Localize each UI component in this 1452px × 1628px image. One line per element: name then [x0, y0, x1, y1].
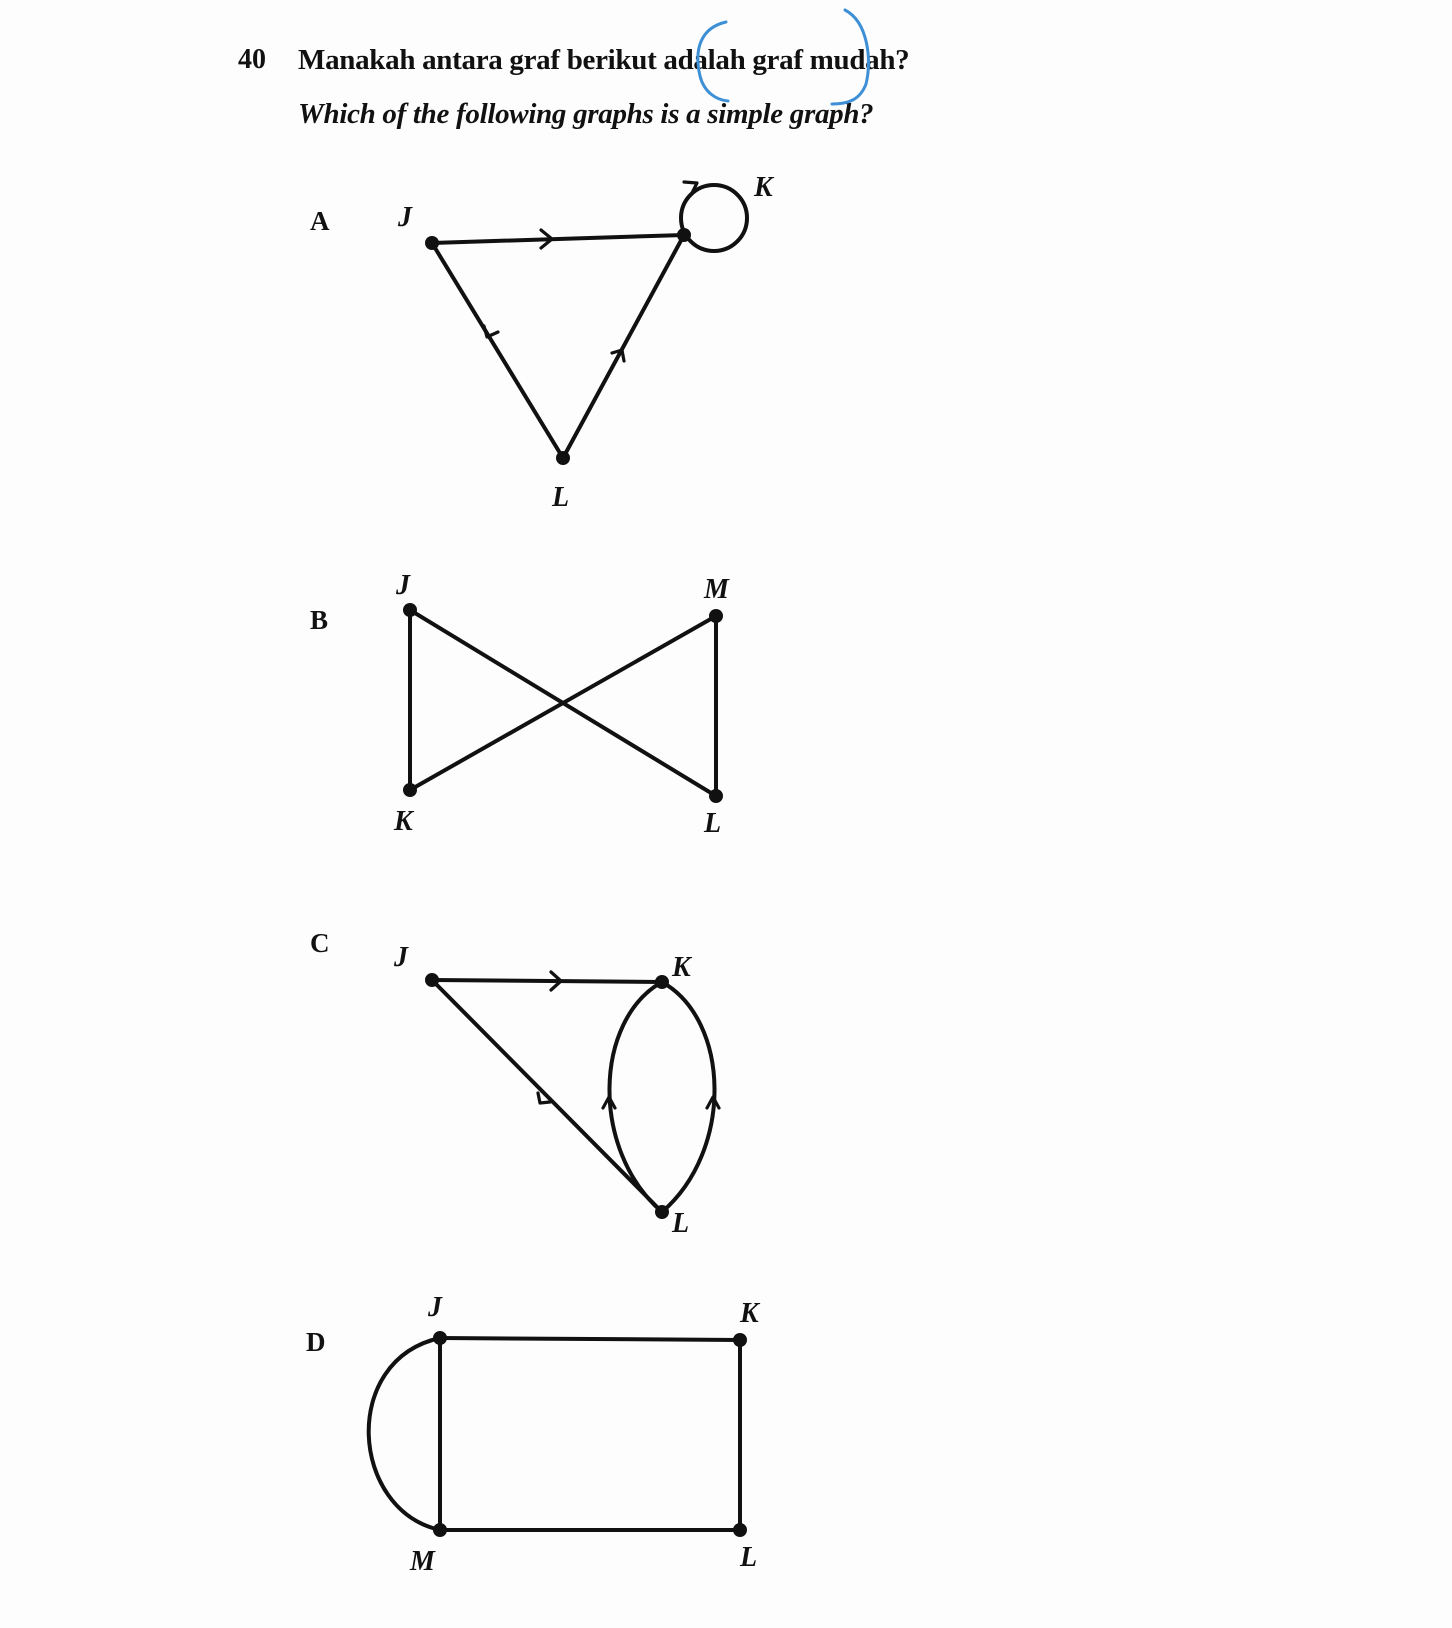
graph-a — [397, 172, 775, 513]
graph-a-label-l: L — [552, 482, 570, 513]
graph-b-label-j: J — [396, 570, 410, 601]
graph-c-edge-lk-right — [662, 982, 715, 1212]
pen-bracket-left — [698, 22, 728, 101]
graph-d-label-l: L — [740, 1542, 758, 1573]
graph-b-edge-km — [410, 616, 716, 790]
graph-d-vertex-m — [433, 1523, 447, 1537]
graph-d-vertex-l — [733, 1523, 747, 1537]
graph-d-label-k: K — [740, 1298, 759, 1329]
graph-c — [393, 942, 719, 1239]
graph-b-vertex-j — [403, 603, 417, 617]
graph-c-edge-lk-left — [609, 982, 662, 1212]
graph-b-label-l: L — [704, 808, 722, 839]
graph-a-label-k: K — [754, 172, 773, 203]
graph-d-label-j: J — [428, 1292, 442, 1323]
option-d-letter[interactable]: D — [306, 1327, 326, 1357]
graph-a-edge-lj — [432, 243, 563, 458]
graph-b-vertex-l — [709, 789, 723, 803]
graph-d-edge-jm-curve — [369, 1338, 440, 1530]
graph-a-label-j: J — [398, 202, 412, 233]
graph-b-label-m: M — [704, 574, 729, 605]
graph-c-vertex-k — [655, 975, 669, 989]
graph-d — [369, 1292, 761, 1577]
option-b-letter[interactable]: B — [310, 605, 329, 635]
graph-a-vertex-k — [677, 228, 691, 242]
question-text-malay: Manakah antara graf berikut adalah graf mudah? — [298, 44, 910, 76]
graph-b-label-k: K — [394, 806, 413, 837]
question-text-english: Which of the following graphs is a simple graph? — [298, 98, 874, 130]
pen-bracket-right — [832, 10, 868, 104]
graph-c-edge-jk — [432, 980, 662, 982]
option-c-letter[interactable]: C — [310, 928, 330, 958]
graph-a-vertex-l — [556, 451, 570, 465]
question-number: 40 — [238, 44, 266, 75]
graph-c-label-j: J — [394, 942, 408, 973]
graph-c-label-l: L — [672, 1208, 690, 1239]
graph-a-edge-lk — [563, 235, 684, 458]
graph-c-vertex-j — [425, 973, 439, 987]
graph-c-label-k: K — [672, 952, 691, 983]
graph-b — [393, 570, 730, 839]
graph-d-vertex-k — [733, 1333, 747, 1347]
graph-d-label-m: M — [410, 1546, 435, 1577]
option-a-letter[interactable]: A — [310, 206, 330, 236]
graph-d-edge-jk — [440, 1338, 740, 1340]
graph-d-vertex-j — [433, 1331, 447, 1345]
graph-b-vertex-k — [403, 783, 417, 797]
graph-c-vertex-l — [655, 1205, 669, 1219]
graph-a-arrow-lj — [484, 326, 498, 337]
graph-b-vertex-m — [709, 609, 723, 623]
graph-a-vertex-j — [425, 236, 439, 250]
graph-a-edge-jk — [432, 235, 684, 243]
